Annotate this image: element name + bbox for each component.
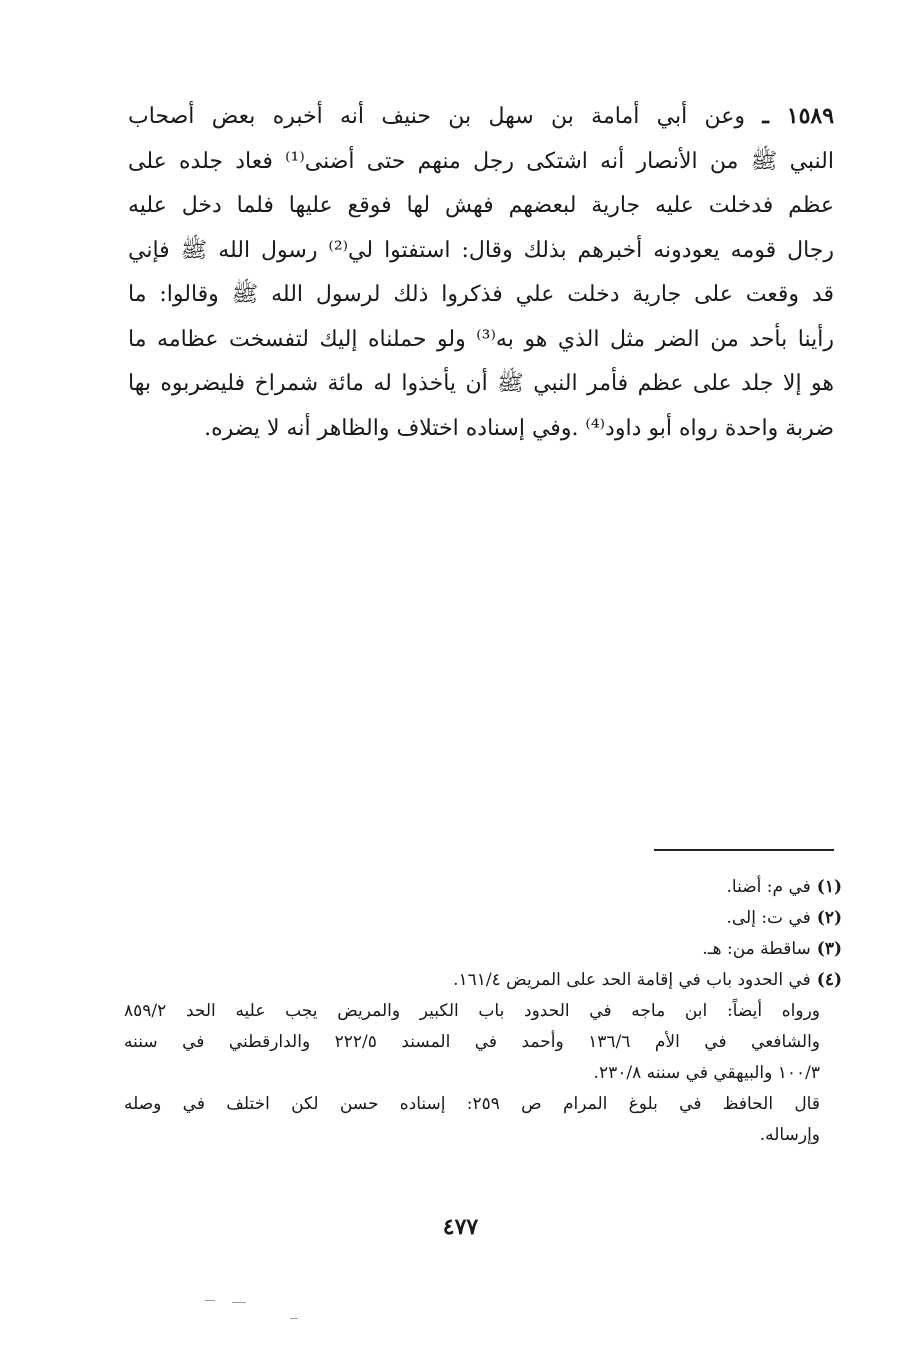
footnote-continuation-line: وإرساله. bbox=[759, 1125, 820, 1145]
footnote-continuation-line: قال الحافظ في بلوغ المرام ص ٢٥٩: إسناده حسن لكن اختلف في وصله bbox=[124, 1094, 820, 1114]
footnote-number: (٢) bbox=[816, 908, 842, 928]
hadith-line: رجال قومه يعودونه أخبرهم بذلك وقال: استفتوا لي⁽²⁾ رسول الله ﷺ فإني bbox=[128, 237, 834, 263]
page-number: ٤٧٧ bbox=[442, 1214, 479, 1240]
footnote-text: ساقطة من: هـ. bbox=[702, 939, 811, 959]
hadith-line: هو إلا جلد على عظم فأمر النبي ﷺ أن يأخذوا له مائة شمراخ فليضربوه بها bbox=[128, 371, 834, 396]
scan-speck bbox=[232, 1302, 246, 1303]
scan-speck bbox=[205, 1300, 215, 1301]
footnote-continuation-line: والشافعي في الأم ١٣٦/٦ وأحمد في المسند ٢٢٢/٥ والدارقطني في سننه bbox=[124, 1032, 821, 1052]
hadith-line: ١٥٨٩ ـ وعن أبي أمامة بن سهل بن حنيف أنه أخبره بعض أصحاب bbox=[128, 103, 835, 129]
footnote-separator bbox=[654, 849, 834, 851]
footnote-1 bbox=[124, 872, 842, 903]
footnote-number: (٤) bbox=[816, 970, 842, 990]
scan-speck bbox=[290, 1318, 298, 1319]
hadith-text bbox=[128, 94, 834, 451]
hadith-line: ضربة واحدة رواه أبو داود⁽⁴⁾ .وفي إسناده اختلاف والظاهر أنه لا يضره. bbox=[204, 415, 834, 441]
footnote-4 bbox=[124, 965, 842, 996]
hadith-line: قد وقعت على جارية دخلت علي فذكروا ذلك لرسول الله ﷺ وقالوا: ما bbox=[128, 282, 834, 307]
hadith-number: ١٥٨٩ ـ bbox=[762, 103, 835, 129]
footnote-continuation-line: ورواه أيضاً: ابن ماجه في الحدود باب الكبير والمريض يجب عليه الحد ٨٥٩/٢ bbox=[124, 1001, 820, 1021]
footnote-number: (٣) bbox=[816, 939, 842, 959]
footnote-3 bbox=[124, 934, 842, 965]
footnote-text: في ت: إلى. bbox=[726, 908, 811, 928]
footnote-number: (١) bbox=[816, 877, 842, 897]
hadith-line: عظم فدخلت عليه جارية لبعضهم فهش لها فوقع عليها فلما دخل عليه bbox=[128, 193, 834, 218]
footnote-text: في م: أضنا. bbox=[726, 877, 811, 897]
footnote-text: في الحدود باب في إقامة الحد على المريض ١٦١/٤. bbox=[453, 970, 811, 990]
hadith-line: النبي ﷺ من الأنصار أنه اشتكى رجل منهم حتى أضنى⁽¹⁾ فعاد جلده على bbox=[128, 148, 834, 174]
footnote-2 bbox=[124, 903, 842, 934]
hadith-line: رأينا بأحد من الضر مثل الذي هو به⁽³⁾ ولو حملناه إليك لتفسخت عظامه ما bbox=[128, 326, 834, 352]
footnote-continuation-line: ١٠٠/٣ والبيهقي في سننه ٢٣٠/٨. bbox=[593, 1063, 820, 1083]
footnotes bbox=[124, 872, 842, 1151]
